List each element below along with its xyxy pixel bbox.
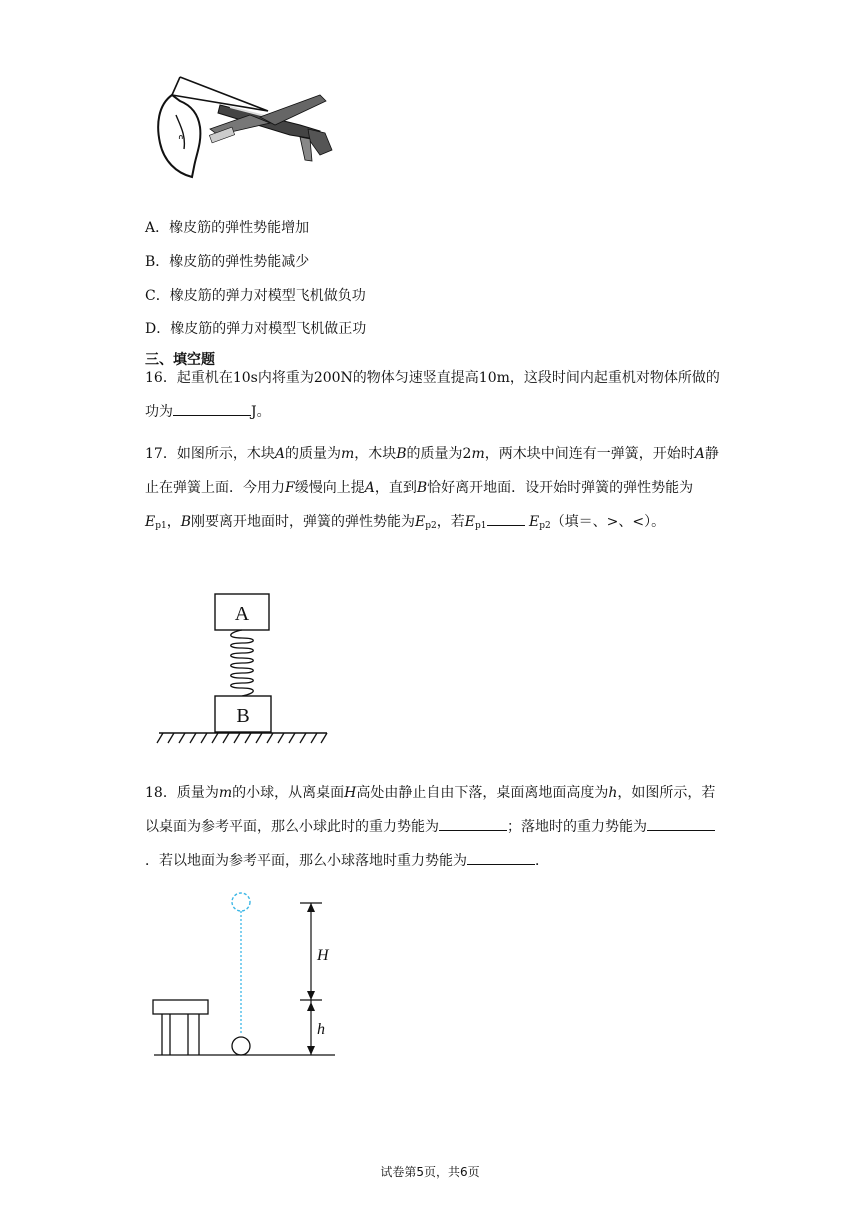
option-b: B．橡皮筋的弹性势能减少 — [145, 254, 310, 270]
ball-on-ground — [232, 1037, 250, 1055]
svg-text:ᐢ: ᐢ — [178, 133, 184, 149]
ground-hatching — [157, 733, 327, 743]
answer-blank-18a[interactable] — [439, 814, 507, 831]
falling-ball-figure — [150, 890, 350, 1060]
question-16: 16．起重机在10s内将重为200N的物体匀速竖直提高10m，这段时间内起重机对物体所做的功为 J。 — [145, 370, 720, 420]
label-block-b: B — [236, 705, 250, 727]
section-title: 三、填空题 — [145, 352, 215, 368]
label-block-a: A — [234, 603, 250, 625]
page-footer: 试卷第5页，共6页 — [380, 1165, 480, 1179]
initial-ball — [232, 893, 250, 911]
option-c: C．橡皮筋的弹力对模型飞机做负功 — [145, 288, 366, 304]
table-top — [153, 1000, 208, 1014]
question-18: 18．质量为m的小球，从离桌面H高处由静止自由下落，桌面离地面高度为h，如图所示，若以桌面为参考平面，那么小球此时的重力势能为 ；落地时的重力势能为．若以地面为参考平面，那么小球落地时重力势能为 ． — [145, 785, 716, 869]
question-17: 17．如图所示，木块A的质量为m，木块B的质量为2m，两木块中间连有一弹簧，开始时A静止在弹簧上面．今用力F缓慢向上提A，直到B恰好离开地面．设开始时弹簧的弹性势能为$E_{p1}$，B刚要离开地面时，弹簧的弹性势能为$E_{p2}$，若$E_{p1}$ $E_{p2}$（填＝、>、<）。 — [145, 446, 719, 531]
option-d: D．橡皮筋的弹力对模型飞机做正功 — [145, 321, 367, 337]
label-h: h — [317, 1021, 325, 1038]
answer-blank-17[interactable] — [487, 509, 525, 526]
spring-blocks-figure — [155, 590, 335, 750]
answer-blank-18c[interactable] — [467, 848, 535, 865]
answer-blank-18b[interactable] — [647, 814, 715, 831]
answer-blank-16[interactable] — [173, 399, 251, 416]
option-a: A．橡皮筋的弹性势能增加 — [145, 220, 310, 236]
label-H: H — [317, 947, 329, 964]
airplane-launch-figure — [150, 65, 350, 185]
